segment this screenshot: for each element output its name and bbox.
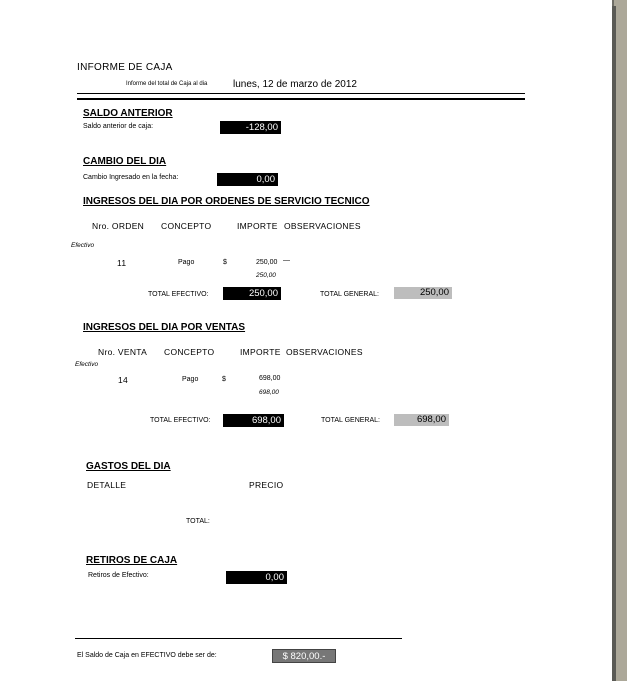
- ordenes-total-efectivo-label: TOTAL EFECTIVO:: [148, 291, 209, 298]
- ventas-row-importe: 698,00: [259, 375, 281, 382]
- header-rule-bottom: [77, 98, 525, 100]
- ordenes-row-concepto: Pago: [178, 259, 195, 266]
- ventas-total-efectivo-label: TOTAL EFECTIVO:: [150, 417, 211, 424]
- saldo-anterior-label: Saldo anterior de caja:: [83, 123, 154, 130]
- retiros-label: Retiros de Efectivo:: [88, 572, 149, 579]
- ordenes-col-importe: IMPORTE: [237, 221, 278, 231]
- gastos-heading: GASTOS DEL DIA: [86, 461, 171, 472]
- ordenes-subtotal: 250,00: [256, 272, 276, 279]
- ordenes-col-nro: Nro. ORDEN: [92, 221, 145, 231]
- gastos-total-label: TOTAL:: [186, 518, 210, 525]
- ordenes-total-general-label: TOTAL GENERAL:: [320, 291, 379, 298]
- ventas-total-general-label: TOTAL GENERAL:: [321, 417, 380, 424]
- saldo-anterior-heading: SALDO ANTERIOR: [83, 108, 173, 119]
- cambio-dia-label: Cambio Ingresado en la fecha:: [83, 174, 179, 181]
- ordenes-total-efectivo-value: 250,00: [223, 287, 281, 300]
- footer-saldo-value: $ 820,00.-: [272, 649, 336, 663]
- ventas-row-concepto: Pago: [182, 376, 199, 383]
- footer-rule: [75, 638, 402, 639]
- footer-label: El Saldo de Caja en EFECTIVO debe ser de:: [77, 652, 217, 659]
- retiros-heading: RETIROS DE CAJA: [86, 555, 178, 566]
- ventas-row-nro: 14: [118, 375, 129, 385]
- ordenes-row-observaciones: —: [283, 257, 290, 264]
- report-subtitle-label: Informe del total de Caja al dia: [126, 81, 208, 87]
- ventas-group-label: Efectivo: [75, 361, 99, 368]
- header-rule-top: [77, 93, 525, 94]
- ventas-total-efectivo-value: 698,00: [223, 414, 284, 427]
- ordenes-col-observaciones: OBSERVACIONES: [284, 221, 361, 231]
- cambio-dia-value: 0,00: [217, 173, 278, 186]
- page-shadow: [612, 6, 616, 681]
- gastos-col-detalle: DETALLE: [87, 480, 127, 490]
- ventas-col-nro: Nro. VENTA: [98, 347, 148, 357]
- retiros-value: 0,00: [226, 571, 287, 584]
- ventas-total-general-value: 698,00: [394, 414, 449, 426]
- report-title: INFORME DE CAJA: [77, 62, 173, 73]
- ordenes-group-label: Efectivo: [71, 242, 95, 249]
- cambio-dia-heading: CAMBIO DEL DIA: [83, 156, 167, 167]
- ingresos-ordenes-heading: INGRESOS DEL DIA POR ORDENES DE SERVICIO TECNICO: [83, 196, 370, 207]
- ordenes-row-nro: 11: [117, 258, 127, 268]
- ingresos-ventas-heading: INGRESOS DEL DIA POR VENTAS: [83, 322, 246, 333]
- ordenes-row-currency: $: [223, 259, 227, 266]
- saldo-anterior-value: -128,00: [220, 121, 281, 134]
- ventas-subtotal: 698,00: [259, 389, 279, 396]
- ordenes-row-importe: 250,00: [256, 259, 278, 266]
- ventas-row-currency: $: [222, 376, 226, 383]
- ventas-col-importe: IMPORTE: [240, 347, 281, 357]
- ordenes-col-concepto: CONCEPTO: [161, 221, 212, 231]
- ventas-col-concepto: CONCEPTO: [164, 347, 215, 357]
- gastos-col-precio: PRECIO: [249, 480, 284, 490]
- ordenes-total-general-value: 250,00: [394, 287, 452, 299]
- report-date: lunes, 12 de marzo de 2012: [233, 79, 357, 90]
- ventas-col-observaciones: OBSERVACIONES: [286, 347, 363, 357]
